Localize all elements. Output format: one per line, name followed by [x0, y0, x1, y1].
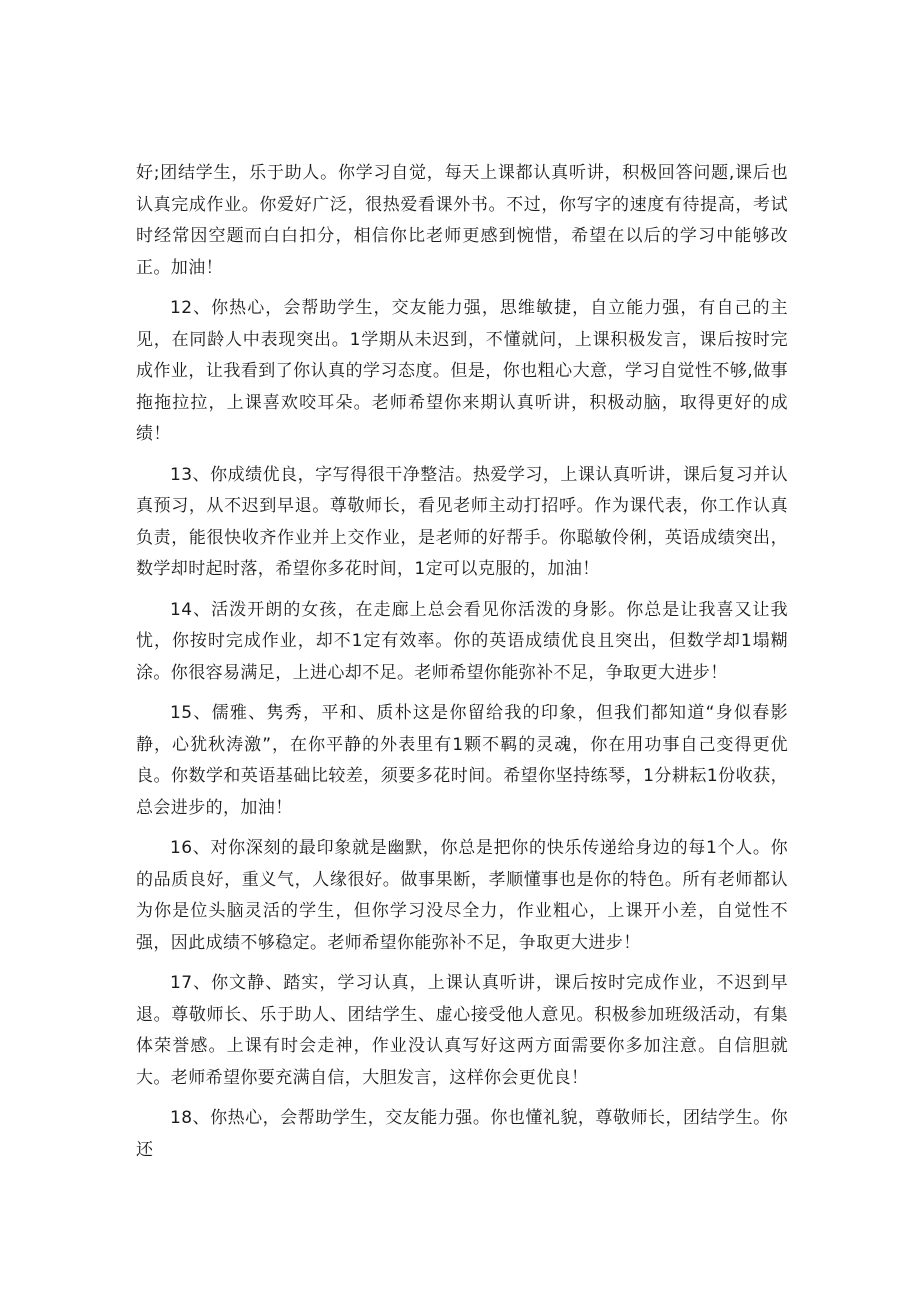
- paragraph-15: 15、儒雅、隽秀，平和、质朴这是你留给我的印象，但我们都知道“身似春影静，心犹秋涛激”，在你平静的外表里有1颗不羁的灵魂，你在用功事自己变得更优良。你数学和英语基础比较差，须要多花时间。希望你坚持练琴，1分耕耘1份收获，总会进步的，加油！: [136, 703, 788, 818]
- paragraph-12: 12、你热心，会帮助学生，交友能力强，思维敏捷，自立能力强，有自己的主见，在同龄人中表现突出。1学期从未迟到，不懂就问，上课积极发言，课后按时完成作业，让我看到了你认真的学习态度。但是，你也粗心大意，学习自觉性不够,做事拖拖拉拉，上课喜欢咬耳朵。老师希望你来期认真听讲，积极动脑，取得更好的成绩！: [136, 298, 788, 444]
- paragraph-13: 13、你成绩优良，字写得很干净整洁。热爱学习，上课认真听讲，课后复习并认真预习，从不迟到早退。尊敬师长，看见老师主动打招呼。作为课代表，你工作认真负责，能很快收齐作业并上交作业，是老师的好帮手。你聪敏伶俐，英语成绩突出，数学却时起时落，希望你多花时间，1定可以克服的，加油！: [136, 464, 788, 579]
- paragraph-17: 17、你文静、踏实，学习认真，上课认真听讲，课后按时完成作业，不迟到早退。尊敬师长、乐于助人、团结学生、虚心接受他人意见。积极参加班级活动，有集体荣誉感。上课有时会走神，作业没认真写好这两方面需要你多加注意。自信胆就大。老师希望你要充满自信，大胆发言，这样你会更优良！: [136, 973, 788, 1088]
- paragraph-16: 16、对你深刻的最印象就是幽默，你总是把你的快乐传递给身边的每1个人。你的品质良好，重义气，人缘很好。做事果断，孝顺懂事也是你的特色。所有老师都认为你是位头脑灵活的学生，但你学习没尽全力，作业粗心，上课开小差，自觉性不强，因此成绩不够稳定。老师希望你能弥补不足，争取更大进步！: [136, 838, 788, 953]
- paragraph-18: 18、你热心，会帮助学生，交友能力强。你也懂礼貌，尊敬师长，团结学生。你还: [136, 1108, 788, 1160]
- paragraph-14: 14、活泼开朗的女孩，在走廊上总会看见你活泼的身影。你总是让我喜又让我忧，你按时完成作业，却不1定有效率。你的英语成绩优良且突出，但数学却1塌糊涂。你很容易满足，上进心却不足。老师希望你能弥补不足，争取更大进步！: [136, 599, 788, 683]
- paragraph-11-continuation: 好;团结学生，乐于助人。你学习自觉，每天上课都认真听讲，积极回答问题,课后也认真完成作业。你爱好广泛，很热爱看课外书。不过，你写字的速度有待提高，考试时经常因空题而白白扣分，相信你比老师更感到惋惜，希望在以后的学习中能够改正。加油！: [136, 163, 788, 278]
- document-body: [136, 158, 788, 1175]
